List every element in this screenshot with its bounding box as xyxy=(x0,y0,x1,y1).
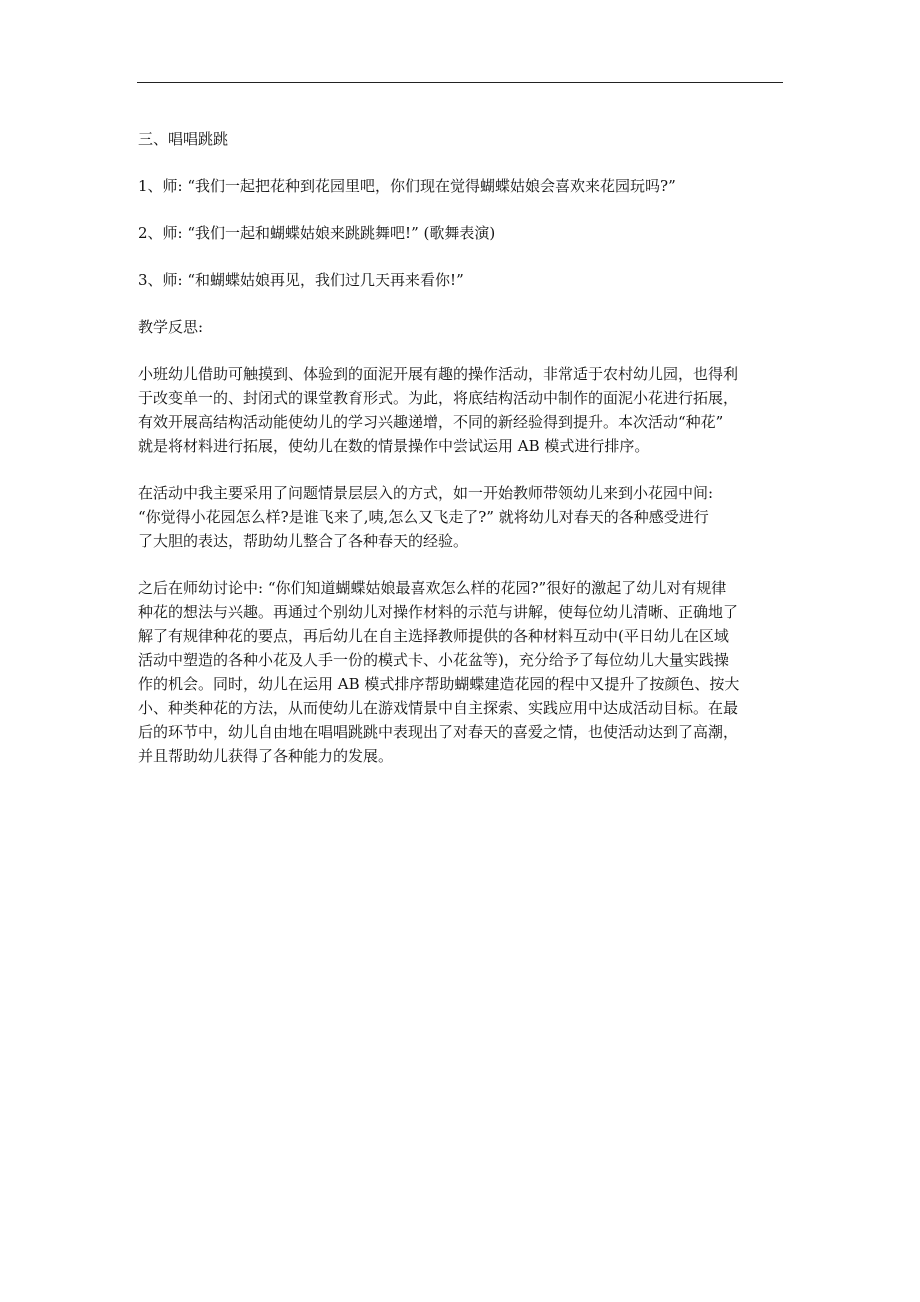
step-1: 1、师: “我们一起把花种到花园里吧，你们现在觉得蝴蝶姑娘会喜欢来花园玩吗?” xyxy=(138,177,676,195)
paragraph-line: 就是将材料进行拓展，使幼儿在数的情景操作中尝试运用 AB 模式进行排序。 xyxy=(138,437,650,455)
reflection-paragraph-2 xyxy=(138,481,788,553)
reflection-paragraph-1 xyxy=(138,362,788,458)
paragraph-line: 并且帮助幼儿获得了各种能力的发展。 xyxy=(138,747,394,765)
paragraph-line: 了大胆的表达，帮助幼儿整合了各种春天的经验。 xyxy=(138,532,469,550)
section-title: 三、唱唱跳跳 xyxy=(138,130,229,148)
paragraph-line: 后的环节中，幼儿自由地在唱唱跳跳中表现出了对春天的喜爱之情，也使活动达到了高潮， xyxy=(138,723,739,741)
paragraph-line: 解了有规律种花的要点，再后幼儿在自主选择教师提供的各种材料互动中(平日幼儿在区域 xyxy=(138,627,729,645)
paragraph-line: 在活动中我主要采用了问题情景层层入的方式，如一开始教师带领幼儿来到小花园中间: xyxy=(138,484,714,502)
paragraph-line: 作的机会。同时，幼儿在运用 AB 模式排序帮助蝴蝶建造花园的程中又提升了按颜色、按大 xyxy=(138,675,740,693)
step-3: 3、师: “和蝴蝶姑娘再见，我们过几天再来看你!” xyxy=(138,271,464,289)
paragraph-line: 之后在师幼讨论中: “你们知道蝴蝶姑娘最喜欢怎么样的花园?”很好的激起了幼儿对有规律 xyxy=(138,579,727,597)
paragraph-line: 小、种类种花的方法，从而使幼儿在游戏情景中自主探索、实践应用中达成活动目标。在最 xyxy=(138,699,739,717)
reflection-heading: 教学反思: xyxy=(138,318,204,336)
paragraph-line: “你觉得小花园怎么样?是谁飞来了,咦,怎么又飞走了?” 就将幼儿对春天的各种感受进行 xyxy=(138,508,709,526)
paragraph-line: 于改变单一的、封闭式的课堂教育形式。为此，将底结构活动中制作的面泥小花进行拓展， xyxy=(138,389,739,407)
paragraph-line: 种花的想法与兴趣。再通过个别幼儿对操作材料的示范与讲解，使每位幼儿清晰、正确地了 xyxy=(138,603,739,621)
paragraph-line: 有效开展高结构活动能使幼儿的学习兴趣递增，不同的新经验得到提升。本次活动“种花” xyxy=(138,413,724,431)
step-2: 2、师: “我们一起和蝴蝶姑娘来跳跳舞吧!” (歌舞表演) xyxy=(138,224,496,242)
document-body xyxy=(138,127,788,768)
paragraph-line: 活动中塑造的各种小花及人手一份的模式卡、小花盆等)，充分给予了每位幼儿大量实践操 xyxy=(138,651,729,669)
reflection-paragraph-3 xyxy=(138,576,788,768)
paragraph-line: 小班幼儿借助可触摸到、体验到的面泥开展有趣的操作活动，非常适于农村幼儿园，也得利 xyxy=(138,365,739,383)
header-divider xyxy=(137,82,783,83)
